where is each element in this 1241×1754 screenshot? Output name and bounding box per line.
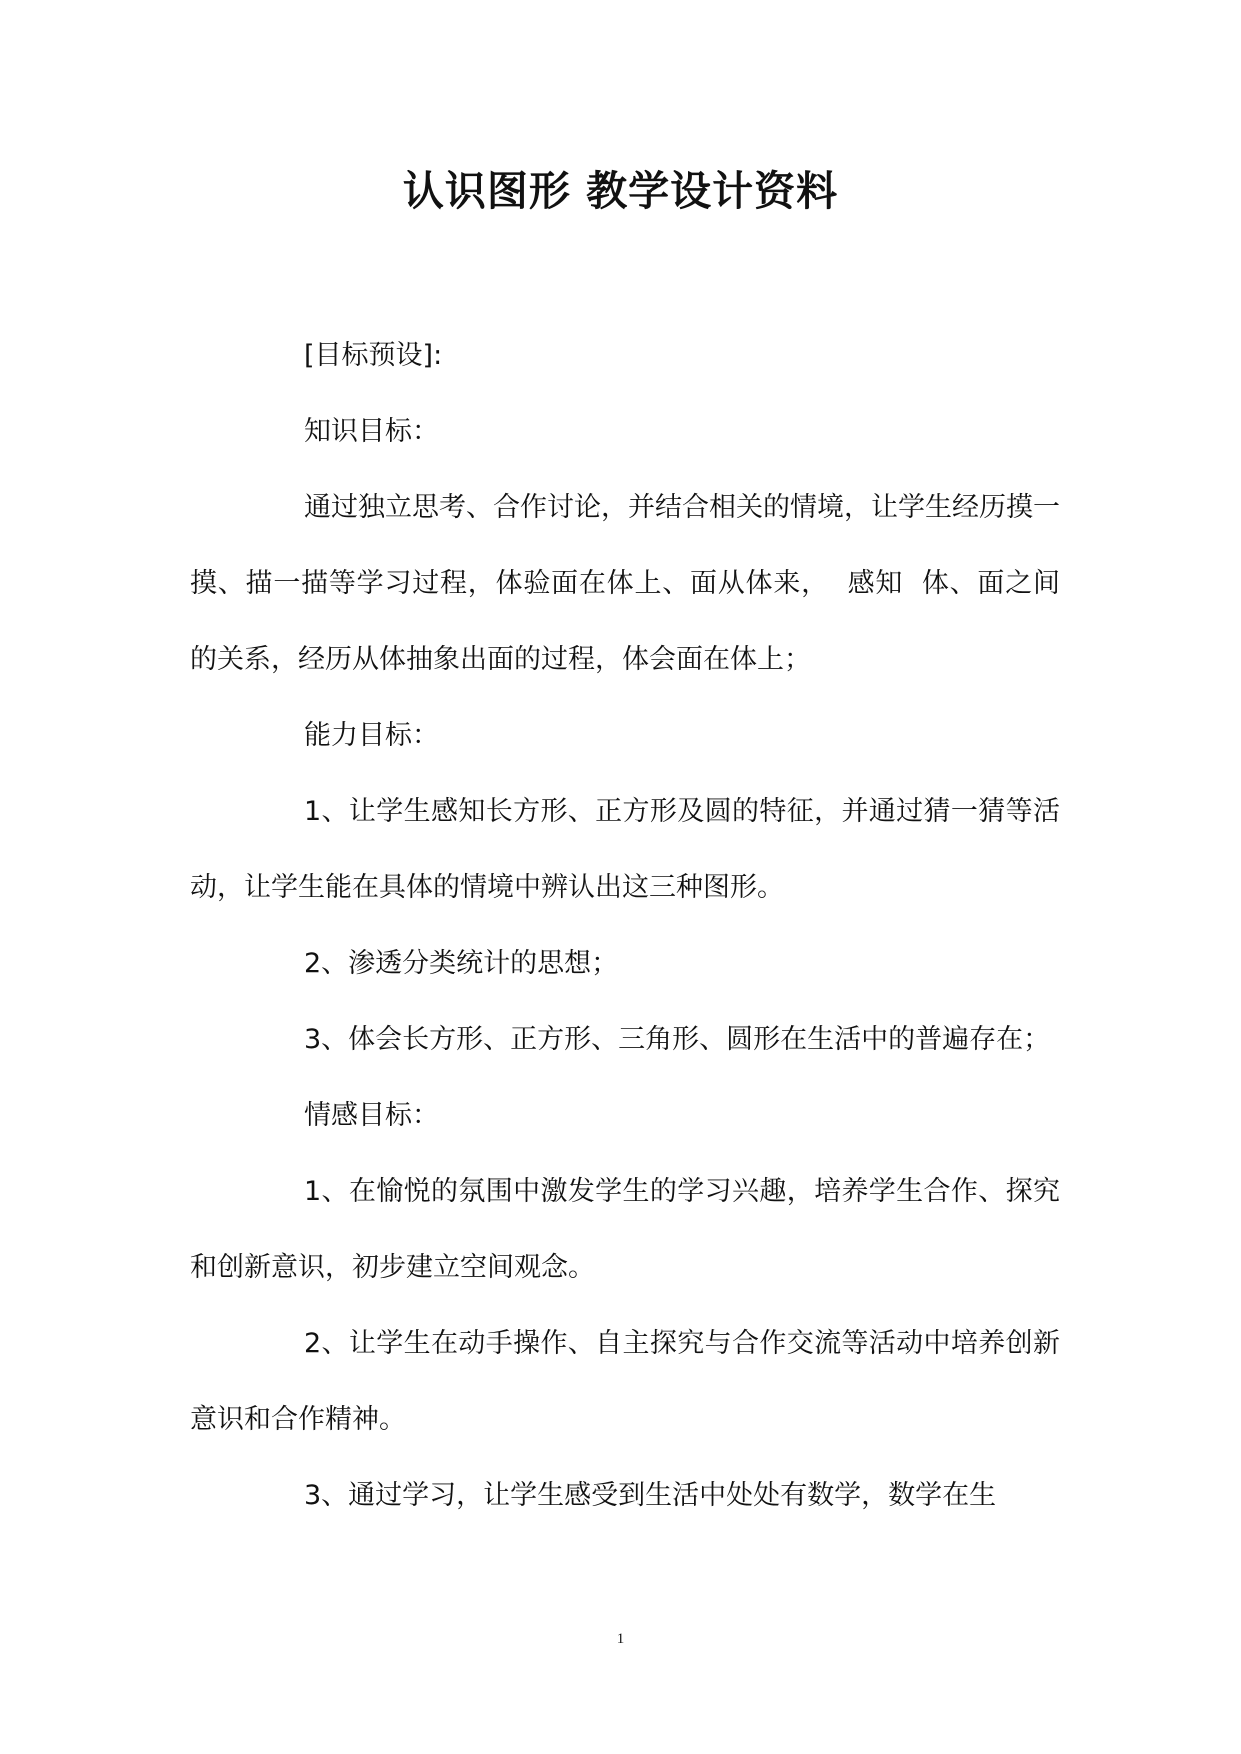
document-title: 认识图形 教学设计资料 — [402, 167, 839, 216]
subheading-ability-goals: 能力目标： — [304, 720, 439, 751]
list-item-emotion-2: 2、让学生在动手操作、自主探究与合作交流等活动中培养创新意识和合作精神。 — [190, 1328, 1060, 1435]
list-item-emotion-1: 1、在愉悦的氛围中激发学生的学习兴趣，培养学生合作、探究和创新意识，初步建立空间观念。 — [190, 1176, 1060, 1283]
subheading-emotion-goals: 情感目标： — [304, 1100, 439, 1131]
list-item-ability-1: 1、让学生感知长方形、正方形及圆的特征，并通过猜一猜等活动，让学生能在具体的情境中辨认出这三种图形。 — [190, 796, 1060, 903]
paragraph-knowledge-goals: 通过独立思考、合作讨论，并结合相关的情境，让学生经历摸一摸、描一描等学习过程，体验面在体上、面从体来， 感知 体、面之间的关系，经历从体抽象出面的过程，体会面在体上； — [190, 492, 1060, 675]
section-heading-goals: [目标预设]: — [304, 340, 443, 371]
list-item-emotion-3: 3、通过学习，让学生感受到生活中处处有数学，数学在生 — [304, 1480, 997, 1511]
list-item-ability-3: 3、体会长方形、正方形、三角形、圆形在生活中的普遍存在； — [304, 1024, 1051, 1055]
subheading-knowledge-goals: 知识目标： — [304, 416, 439, 447]
document-body — [190, 318, 1060, 1534]
list-item-ability-2: 2、渗透分类统计的思想； — [304, 948, 619, 979]
page-number: 1 — [616, 1631, 625, 1647]
